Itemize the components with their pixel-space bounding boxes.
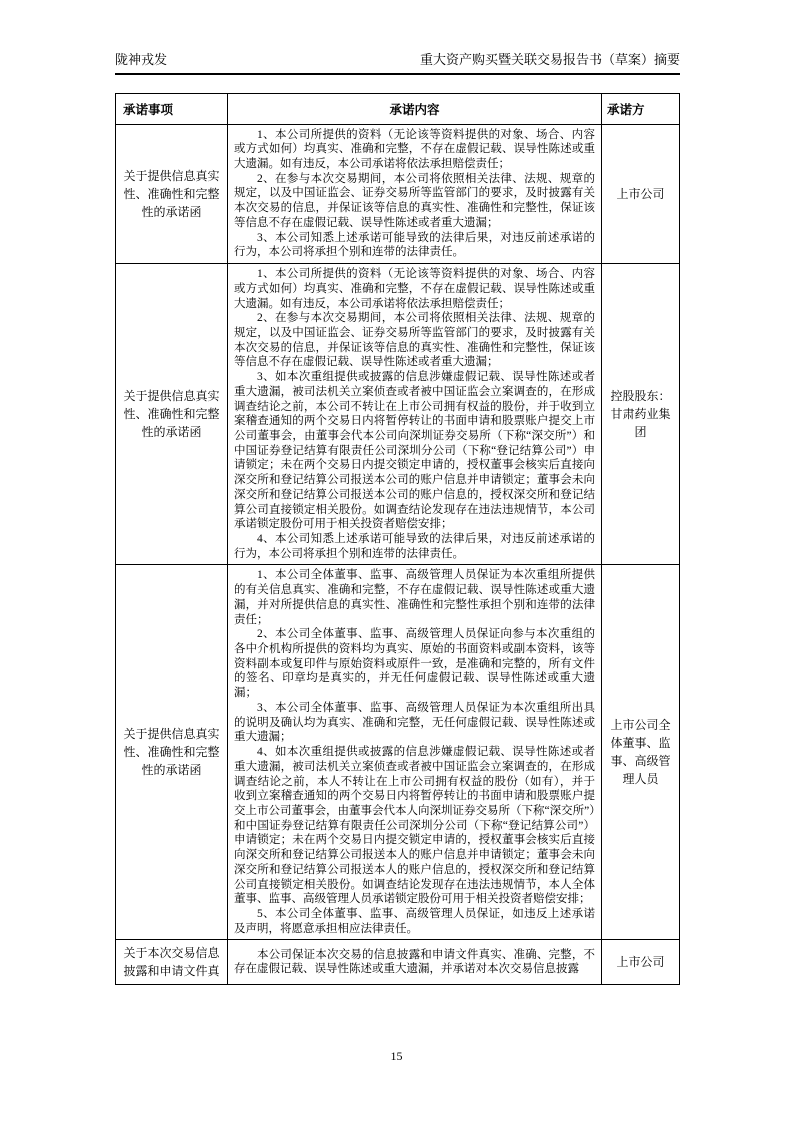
commitment-party: 上市公司 [602, 124, 680, 263]
table-body [116, 124, 680, 985]
table-row [116, 940, 680, 985]
commitment-item: 关于本次交易信息披露和申请文件真 [116, 940, 228, 985]
commitment-party: 上市公司 [602, 940, 680, 985]
table-row [116, 264, 680, 565]
commitment-item: 关于提供信息真实性、准确性和完整性的承诺函 [116, 565, 228, 940]
table-row [116, 565, 680, 940]
page-footer [0, 1049, 793, 1064]
table-header-row [116, 93, 680, 124]
page-number: 15 [390, 1049, 403, 1063]
content-paragraph: 本公司保证本次交易的信息披露和申请文件真实、准确、完整，不存在虚假记载、误导性陈述或重大遗漏，并承诺对本次交易信息披露 [234, 948, 595, 976]
content-paragraph: 1、本公司所提供的资料（无论该等资料提供的对象、场合、内容或方式如何）均真实、准确和完整，不存在虚假记载、误导性陈述或重大遗漏。如有违反，本公司承诺将依法承担赔偿责任； [234, 128, 595, 171]
content-paragraph: 2、在参与本次交易期间，本公司将依照相关法律、法规、规章的规定，以及中国证监会、证券交易所等监管部门的要求，及时披露有关本次交易的信息，并保证该等信息的真实性、准确性和完整性，保证该等信息不存在虚假记载、误导性陈述或者重大遗漏； [234, 172, 595, 229]
commitment-content [228, 124, 602, 263]
header-doc-title: 重大资产购买暨关联交易报告书（草案）摘要 [419, 52, 680, 67]
content-paragraph: 4、本公司知悉上述承诺可能导致的法律后果，对违反前述承诺的行为，本公司将承担个别和连带的法律责任。 [234, 533, 595, 560]
commitment-item: 关于提供信息真实性、准确性和完整性的承诺函 [116, 264, 228, 565]
commitment-content [228, 940, 602, 985]
table-row [116, 124, 680, 263]
col-header-item: 承诺事项 [116, 93, 228, 124]
content-paragraph: 3、如本次重组提供或披露的信息涉嫌虚假记载、误导性陈述或者重大遗漏，被司法机关立案侦查或者被中国证监会立案调查的，在形成调查结论之前，本公司不转让在上市公司拥有权益的股份，并于收到立案稽查通知的两个交易日内将暂停转让的书面申请和股票账户提交上市公司董事会，由董事会代本公司向深圳证券交易所（下称“深交所”）和中国证券登记结算有限责任公司深圳分公司（下称“登记结算公司”）申请锁定；未在两个交易日内提交锁定申请的，授权董事会核实后直接向深交所和登记结算公司报送本公司的账户信息并申请锁定；董事会未向深交所和登记结算公司报送本公司的账户信息的，授权深交所和登记结算公司直接锁定相关股份。如调查结论发现存在违法违规情节，本公司承诺锁定股份可用于相关投资者赔偿安排； [234, 371, 595, 531]
col-header-content: 承诺内容 [228, 93, 602, 124]
commitments-table [115, 93, 680, 986]
content-paragraph: 2、在参与本次交易期间，本公司将依照相关法律、法规、规章的规定，以及中国证监会、证券交易所等监管部门的要求，及时披露有关本次交易的信息，并保证该等信息的真实性、准确性和完整性，保证该等信息不存在虚假记载、误导性陈述或者重大遗漏； [234, 312, 595, 369]
content-paragraph: 2、本公司全体董事、监事、高级管理人员保证向参与本次重组的各中介机构所提供的资料均为真实、原始的书面资料或副本资料，该等资料副本或复印件与原始资料或原件一致，是准确和完整的，所有文件的签名、印章均是真实的，并无任何虚假记载、误导性陈述或重大遗漏； [234, 628, 595, 700]
content-paragraph: 4、如本次重组提供或披露的信息涉嫌虚假记载、误导性陈述或者重大遗漏，被司法机关立案侦查或者被中国证监会立案调查的，在形成调查结论之前，本人不转让在上市公司拥有权益的股份（如有），并于收到立案稽查通知的两个交易日内将暂停转让的书面申请和股票账户提交上市公司董事会，由董事会代本人向深圳证券交易所（下称“深交所”）和中国证券登记结算有限责任公司深圳分公司（下称“登记结算公司”）申请锁定；未在两个交易日内提交锁定申请的，授权董事会核实后直接向深交所和登记结算公司报送本人的账户信息并申请锁定；董事会未向深交所和登记结算公司报送本人的账户信息的，授权深交所和登记结算公司直接锁定相关股份。如调查结论发现存在违法违规情节，本人全体董事、监事、高级管理人员承诺锁定股份可用于相关投资者赔偿安排； [234, 746, 595, 906]
content-paragraph: 3、本公司知悉上述承诺可能导致的法律后果，对违反前述承诺的行为，本公司将承担个别和连带的法律责任。 [234, 231, 595, 259]
col-header-party: 承诺方 [602, 93, 680, 124]
content-paragraph: 1、本公司全体董事、监事、高级管理人员保证为本次重组所提供的有关信息真实、准确和完整，不存在虚假记载、误导性陈述或重大遗漏，并对所提供信息的真实性、准确性和完整性承担个别和连带的法律责任； [234, 569, 595, 626]
commitment-party: 上市公司全体董事、监事、高级管理人员 [602, 565, 680, 940]
content-paragraph: 5、本公司全体董事、监事、高级管理人员保证，如违反上述承诺及声明，将愿意承担相应法律责任。 [234, 907, 595, 935]
page-header [115, 52, 680, 75]
header-company-name: 陇神戎发 [115, 52, 168, 67]
commitment-party: 控股股东：甘肃药业集团 [602, 264, 680, 565]
commitment-item: 关于提供信息真实性、准确性和完整性的承诺函 [116, 124, 228, 263]
commitment-content [228, 264, 602, 565]
content-paragraph: 3、本公司全体董事、监事、高级管理人员保证为本次重组所出具的说明及确认均为真实、准确和完整，无任何虚假记载、误导性陈述或重大遗漏； [234, 701, 595, 744]
commitment-content [228, 565, 602, 940]
content-paragraph: 1、本公司所提供的资料（无论该等资料提供的对象、场合、内容或方式如何）均真实、准确和完整，不存在虚假记载、误导性陈述或重大遗漏。如有违反，本公司承诺将依法承担赔偿责任； [234, 268, 595, 310]
